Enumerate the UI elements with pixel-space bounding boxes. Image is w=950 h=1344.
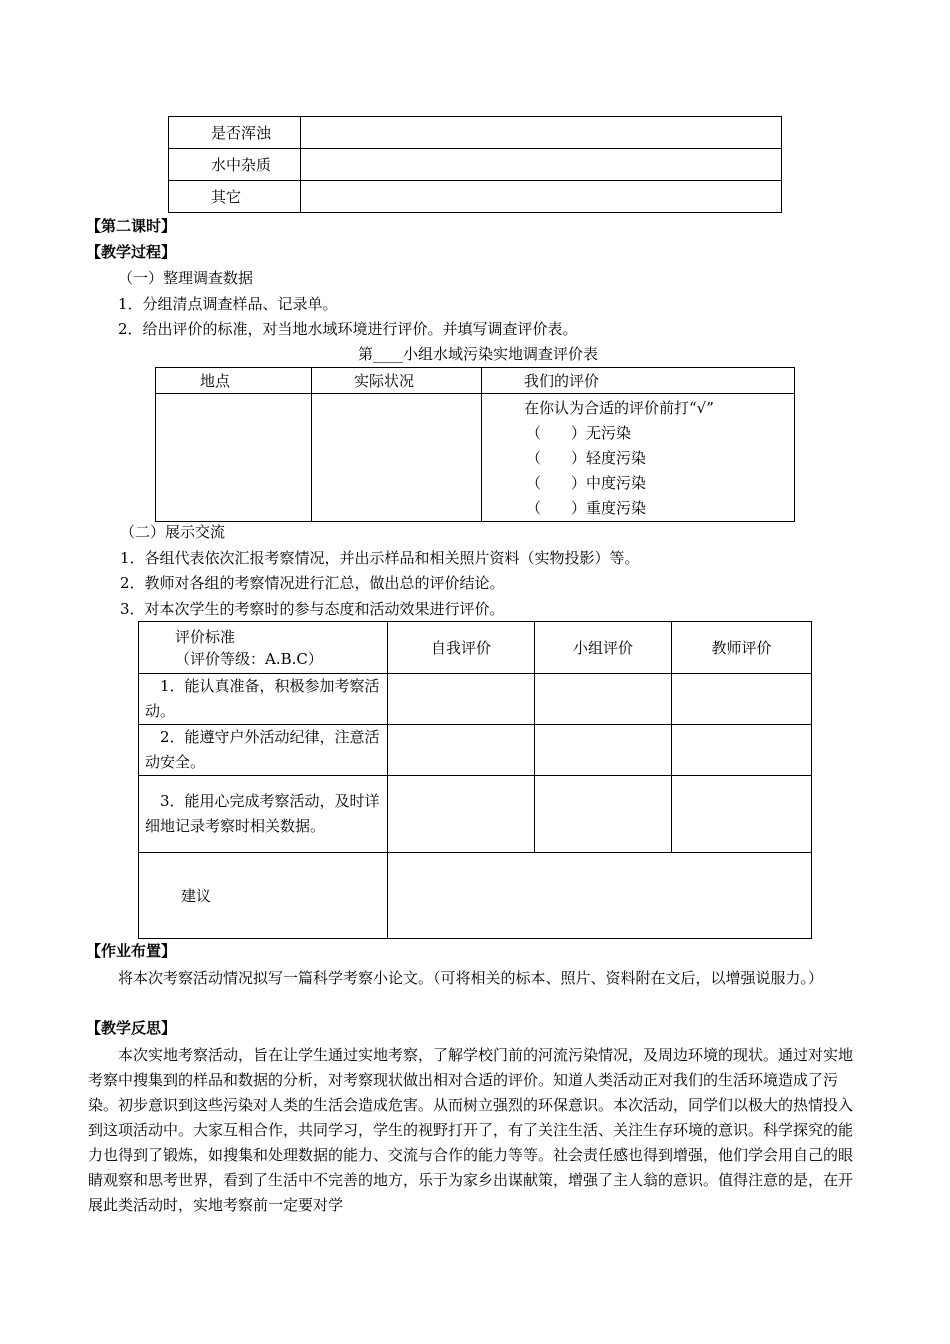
eval-table-caption: 第____小组水域污染实地调查评价表 (358, 345, 599, 363)
group-eval-cell[interactable] (535, 776, 672, 853)
part2-title: （二）展示交流 (120, 523, 226, 541)
self-eval-cell[interactable] (388, 725, 535, 776)
teacher-eval-cell[interactable] (672, 725, 812, 776)
part2-item: 2．教师对各组的考察情况进行汇总，做出总的评价结论。 (120, 574, 505, 592)
group-eval-cell[interactable] (535, 725, 672, 776)
section-header-teaching-process: 【教学过程】 (86, 243, 177, 261)
location-cell (156, 394, 312, 522)
column-header-self: 自我评价 (388, 622, 535, 674)
option-moderate-pollution[interactable]: （ ）中度污染 (526, 474, 647, 492)
self-eval-cell[interactable] (388, 674, 535, 725)
column-header: 实际状况 (312, 368, 482, 394)
table-cell-value (301, 149, 782, 181)
table-cell-label: 水中杂质 (169, 149, 301, 181)
evaluation-instruction: 在你认为合适的评价前打“√” (524, 399, 714, 417)
criteria-row-label: 2．能遵守户外活动纪律，注意活动安全。 (139, 725, 388, 776)
table-cell-value (301, 181, 782, 213)
part1-title: （一）整理调查数据 (118, 269, 254, 287)
group-eval-cell[interactable] (535, 674, 672, 725)
column-header: 我们的评价 (482, 368, 795, 394)
self-eval-cell[interactable] (388, 776, 535, 853)
column-header-group: 小组评价 (535, 622, 672, 674)
our-evaluation-cell (482, 394, 795, 522)
homework-text: 将本次考察活动情况拟写一篇科学考察小论文。（可将相关的标本、照片、资料附在文后，以增强说服力。） (118, 969, 824, 987)
table-cell-label: 其它 (169, 181, 301, 213)
option-light-pollution[interactable]: （ ）轻度污染 (526, 449, 647, 467)
reflection-text: 本次实地考察活动，旨在让学生通过实地考察，了解学校门前的河流污染情况，及周边环境的现状。通过对实地考察中搜集到的样品和数据的分析，对考察现状做出相对合适的评价。知道人类活动正对我们的生活环境造成了污染。初步意识到这些污染对人类的生活会造成危害。从而树立强烈的环保意识。本次活动，同学们以极大的热情投入到这项活动中。大家互相合作，共同学习，学生的视野打开了，有了关注生活、关注生存环境的意识。科学探究的能力也得到了锻炼，如搜集和处理数据的能力、交流与合作的能力等等。社会责任感也得到增强，他们学会用自己的眼睛观察和思考世界，看到了生活中不完善的地方，乐于为家乡出谋献策，增强了主人翁的意识。值得注意的是，在开展此类活动时，实地考察前一定要对学 (88, 1046, 854, 1214)
evaluation-table (155, 367, 795, 522)
teacher-eval-cell[interactable] (672, 776, 812, 853)
part2-item: 1．各组代表依次汇报考察情况，并出示样品和相关照片资料（实物投影）等。 (120, 549, 640, 567)
suggestion-cell[interactable] (388, 853, 812, 939)
suggestion-label: 建议 (139, 853, 388, 939)
part1-item: 2．给出评价的标准，对当地水域环境进行评价。并填写调查评价表。 (118, 320, 578, 338)
table-cell-value (301, 117, 782, 149)
observation-table (168, 116, 782, 213)
criteria-row-label: 1．能认真准备，积极参加考察活动。 (139, 674, 388, 725)
section-header-homework: 【作业布置】 (86, 942, 177, 960)
part2-item: 3．对本次学生的考察时的参与态度和活动效果进行评价。 (120, 600, 505, 618)
option-heavy-pollution[interactable]: （ ）重度污染 (526, 499, 647, 517)
criteria-row-label: 3．能用心完成考察活动，及时详细地记录考察时相关数据。 (139, 776, 388, 853)
section-header-second-lesson: 【第二课时】 (86, 217, 177, 235)
actual-status-cell (312, 394, 482, 522)
criteria-header: 评价标准 （评价等级：A.B.C） (139, 622, 388, 674)
table-cell-label: 是否浑浊 (169, 117, 301, 149)
criteria-table (138, 621, 812, 939)
column-header: 地点 (156, 368, 312, 394)
part1-item: 1．分组清点调查样品、记录单。 (118, 295, 338, 313)
section-header-reflection: 【教学反思】 (86, 1019, 177, 1037)
option-no-pollution[interactable]: （ ）无污染 (526, 424, 632, 442)
teacher-eval-cell[interactable] (672, 674, 812, 725)
column-header-teacher: 教师评价 (672, 622, 812, 674)
